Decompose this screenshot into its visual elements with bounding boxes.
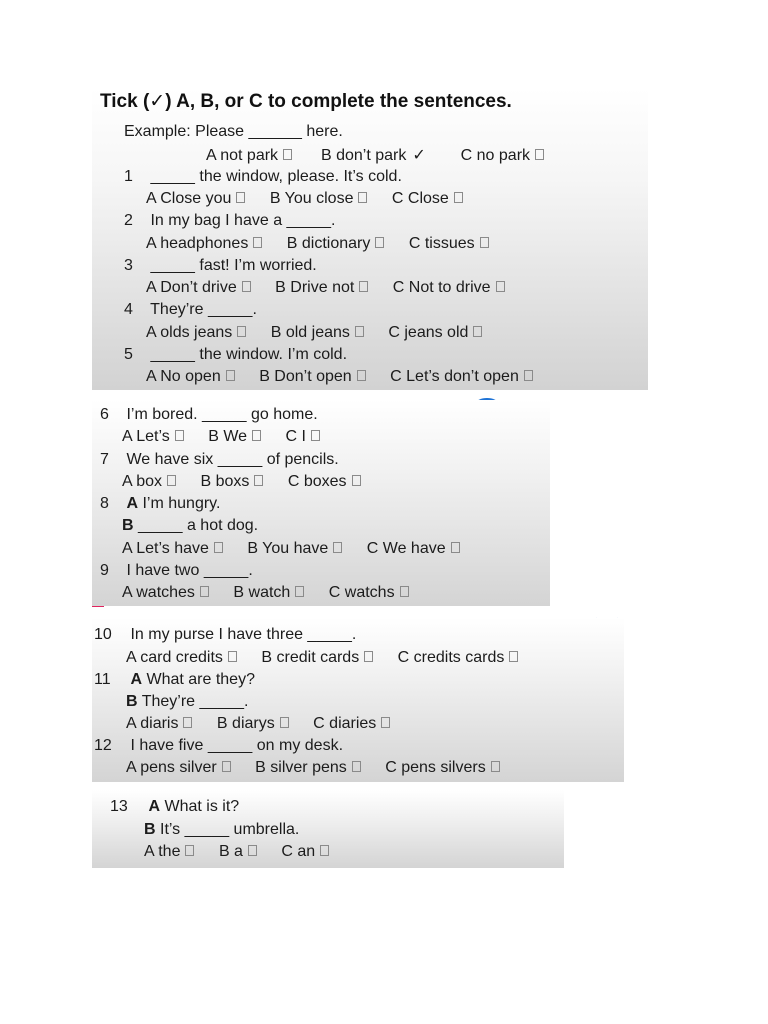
- speaker-label: A: [148, 798, 161, 815]
- example-option-b: B don’t park ✓: [320, 147, 426, 164]
- checkbox-icon[interactable]: [535, 149, 544, 160]
- question-13-options: [144, 843, 331, 861]
- question-prompt: I have five _____ on my desk.: [130, 737, 344, 754]
- question-prompt: What is it?: [164, 798, 240, 815]
- option-a: A headphones: [146, 235, 264, 253]
- checkbox-icon[interactable]: [252, 430, 261, 441]
- checkbox-icon[interactable]: [451, 542, 460, 553]
- question-1-options: [146, 190, 465, 208]
- option-b: B Drive not: [275, 279, 370, 297]
- question-7: [100, 451, 339, 469]
- question-prompt: I’m bored. _____ go home.: [126, 406, 318, 423]
- option-b: B old jeans: [271, 324, 366, 342]
- option-b: B Don’t open: [259, 368, 368, 386]
- checkbox-icon[interactable]: [222, 761, 231, 772]
- checkbox-icon[interactable]: [352, 475, 361, 486]
- checkbox-icon[interactable]: [496, 281, 505, 292]
- question-9: [100, 562, 253, 580]
- question-number: 7: [100, 451, 109, 468]
- question-11-reply: [126, 693, 248, 711]
- question-7-options: [122, 473, 363, 491]
- question-prompt: I have two _____.: [126, 562, 253, 579]
- option-a: A watches: [122, 584, 211, 602]
- checkbox-icon[interactable]: [364, 651, 373, 662]
- checkbox-icon[interactable]: [381, 717, 390, 728]
- checkbox-icon[interactable]: [242, 281, 251, 292]
- question-number: 1: [124, 168, 133, 185]
- question-1: [124, 168, 402, 186]
- option-b: B We: [208, 428, 263, 446]
- checkbox-icon[interactable]: [280, 717, 289, 728]
- checkbox-icon[interactable]: [175, 430, 184, 441]
- question-prompt: It’s _____ umbrella.: [160, 821, 300, 838]
- exercise-panel-3: [92, 618, 624, 782]
- exercise-panel-4: [92, 790, 564, 868]
- checkbox-icon[interactable]: [283, 149, 292, 160]
- option-c: C diaries: [313, 715, 392, 733]
- question-prompt: We have six _____ of pencils.: [126, 451, 339, 468]
- question-prompt: I’m hungry.: [142, 495, 221, 512]
- question-8: [100, 495, 220, 513]
- question-6: [100, 406, 318, 424]
- option-b: B watch: [233, 584, 306, 602]
- example-option-a: A not park: [206, 147, 294, 165]
- example-option-c: C no park: [461, 147, 546, 165]
- checkbox-icon[interactable]: [358, 192, 367, 203]
- option-c: C credits cards: [398, 649, 521, 667]
- checkbox-icon[interactable]: [167, 475, 176, 486]
- checkbox-icon[interactable]: [228, 651, 237, 662]
- question-13: [110, 798, 239, 816]
- question-8-reply: [122, 517, 258, 535]
- option-b: B a: [219, 843, 259, 861]
- option-a: A Don’t drive: [146, 279, 253, 297]
- question-prompt: What are they?: [146, 671, 255, 688]
- question-4: [124, 301, 257, 319]
- question-number: 9: [100, 562, 109, 579]
- option-b: B dictionary: [287, 235, 387, 253]
- checkbox-icon[interactable]: [359, 281, 368, 292]
- checkbox-icon[interactable]: [320, 845, 329, 856]
- question-number: 2: [124, 212, 133, 229]
- option-a: A Let’s: [122, 428, 186, 446]
- checkbox-icon[interactable]: [226, 370, 235, 381]
- option-a: A No open: [146, 368, 237, 386]
- question-number: 12: [94, 737, 112, 754]
- question-10: [94, 626, 356, 644]
- checkbox-icon[interactable]: [524, 370, 533, 381]
- option-b: B You close: [270, 190, 370, 208]
- option-c: C pens silvers: [385, 759, 501, 777]
- checkbox-icon[interactable]: [183, 717, 192, 728]
- exercise-panel-1: [92, 88, 648, 390]
- option-c: C tissues: [409, 235, 491, 253]
- tick-icon: ✓: [412, 147, 426, 164]
- option-c: C Close: [392, 190, 465, 208]
- question-prompt: They’re _____.: [141, 693, 249, 710]
- checkbox-icon[interactable]: [333, 542, 342, 553]
- checkbox-icon[interactable]: [400, 586, 409, 597]
- option-a: A olds jeans: [146, 324, 248, 342]
- checkbox-icon[interactable]: [237, 326, 246, 337]
- option-c: C Let’s don’t open: [390, 368, 535, 386]
- question-prompt: _____ a hot dog.: [138, 517, 259, 534]
- question-2-options: [146, 235, 491, 253]
- option-b: B You have: [247, 540, 344, 558]
- option-b: B diarys: [217, 715, 291, 733]
- question-11: [94, 671, 255, 689]
- checkbox-icon[interactable]: [185, 845, 194, 856]
- checkbox-icon[interactable]: [236, 192, 245, 203]
- option-c: C watchs: [329, 584, 411, 602]
- question-5: [124, 346, 347, 364]
- checkbox-icon[interactable]: [248, 845, 257, 856]
- question-prompt: In my bag I have a _____.: [150, 212, 336, 229]
- checkbox-icon[interactable]: [214, 542, 223, 553]
- speaker-label: B: [122, 517, 134, 534]
- question-number: 8: [100, 495, 109, 512]
- option-c: C boxes: [288, 473, 363, 491]
- option-b: B boxs: [200, 473, 265, 491]
- checkbox-icon[interactable]: [311, 430, 320, 441]
- option-c: C We have: [367, 540, 462, 558]
- option-c: C Not to drive: [393, 279, 507, 297]
- exercise-panel-2: [92, 400, 550, 606]
- question-number: 5: [124, 346, 133, 363]
- checkbox-icon[interactable]: [355, 326, 364, 337]
- question-3-options: [146, 279, 507, 297]
- question-prompt: _____ the window. I’m cold.: [150, 346, 348, 363]
- speaker-label: B: [126, 693, 138, 710]
- option-a: A the: [144, 843, 196, 861]
- option-a: A card credits: [126, 649, 239, 667]
- speaker-label: A: [130, 671, 143, 688]
- page-title: Tick (✓) A, B, or C to complete the sentences.: [100, 91, 512, 112]
- checkbox-icon[interactable]: [509, 651, 518, 662]
- checkbox-icon[interactable]: [491, 761, 500, 772]
- option-b: B silver pens: [255, 759, 363, 777]
- question-number: 3: [124, 257, 133, 274]
- checkbox-icon[interactable]: [454, 192, 463, 203]
- question-10-options: [126, 649, 520, 667]
- question-number: 4: [124, 301, 133, 318]
- option-c: C jeans old: [388, 324, 484, 342]
- question-4-options: [146, 324, 484, 342]
- question-9-options: [122, 584, 411, 602]
- option-a: A pens silver: [126, 759, 233, 777]
- checkbox-icon[interactable]: [473, 326, 482, 337]
- checkbox-icon[interactable]: [352, 761, 361, 772]
- question-13-reply: [144, 821, 299, 839]
- question-prompt: _____ fast! I’m worried.: [150, 257, 317, 274]
- checkbox-icon[interactable]: [375, 237, 384, 248]
- question-6-options: [122, 428, 322, 446]
- option-a: A Let’s have: [122, 540, 225, 558]
- option-a: A diaris: [126, 715, 194, 733]
- question-12-options: [126, 759, 502, 777]
- checkbox-icon[interactable]: [253, 237, 262, 248]
- speaker-label: A: [126, 495, 139, 512]
- question-5-options: [146, 368, 535, 386]
- option-c: C an: [281, 843, 331, 861]
- speaker-label: B: [144, 821, 156, 838]
- question-12: [94, 737, 343, 755]
- checkbox-icon[interactable]: [357, 370, 366, 381]
- question-11-options: [126, 715, 392, 733]
- checkbox-icon[interactable]: [295, 586, 304, 597]
- question-number: 6: [100, 406, 109, 423]
- option-a: A box: [122, 473, 178, 491]
- question-prompt: _____ the window, please. It’s cold.: [150, 168, 402, 185]
- checkbox-icon[interactable]: [200, 586, 209, 597]
- question-number: 13: [110, 798, 128, 815]
- question-8-options: [122, 540, 462, 558]
- question-2: [124, 212, 335, 230]
- option-c: C I: [285, 428, 321, 446]
- question-number: 10: [94, 626, 112, 643]
- question-prompt: In my purse I have three _____.: [130, 626, 357, 643]
- question-prompt: They’re _____.: [150, 301, 257, 318]
- option-a: A Close you: [146, 190, 247, 208]
- example-prompt: Example: Please ______ here.: [124, 123, 343, 140]
- checkbox-icon[interactable]: [480, 237, 489, 248]
- question-number: 11: [94, 671, 111, 688]
- example-options: [206, 145, 546, 165]
- question-3: [124, 257, 317, 275]
- checkbox-icon[interactable]: [254, 475, 263, 486]
- option-b: B credit cards: [261, 649, 375, 667]
